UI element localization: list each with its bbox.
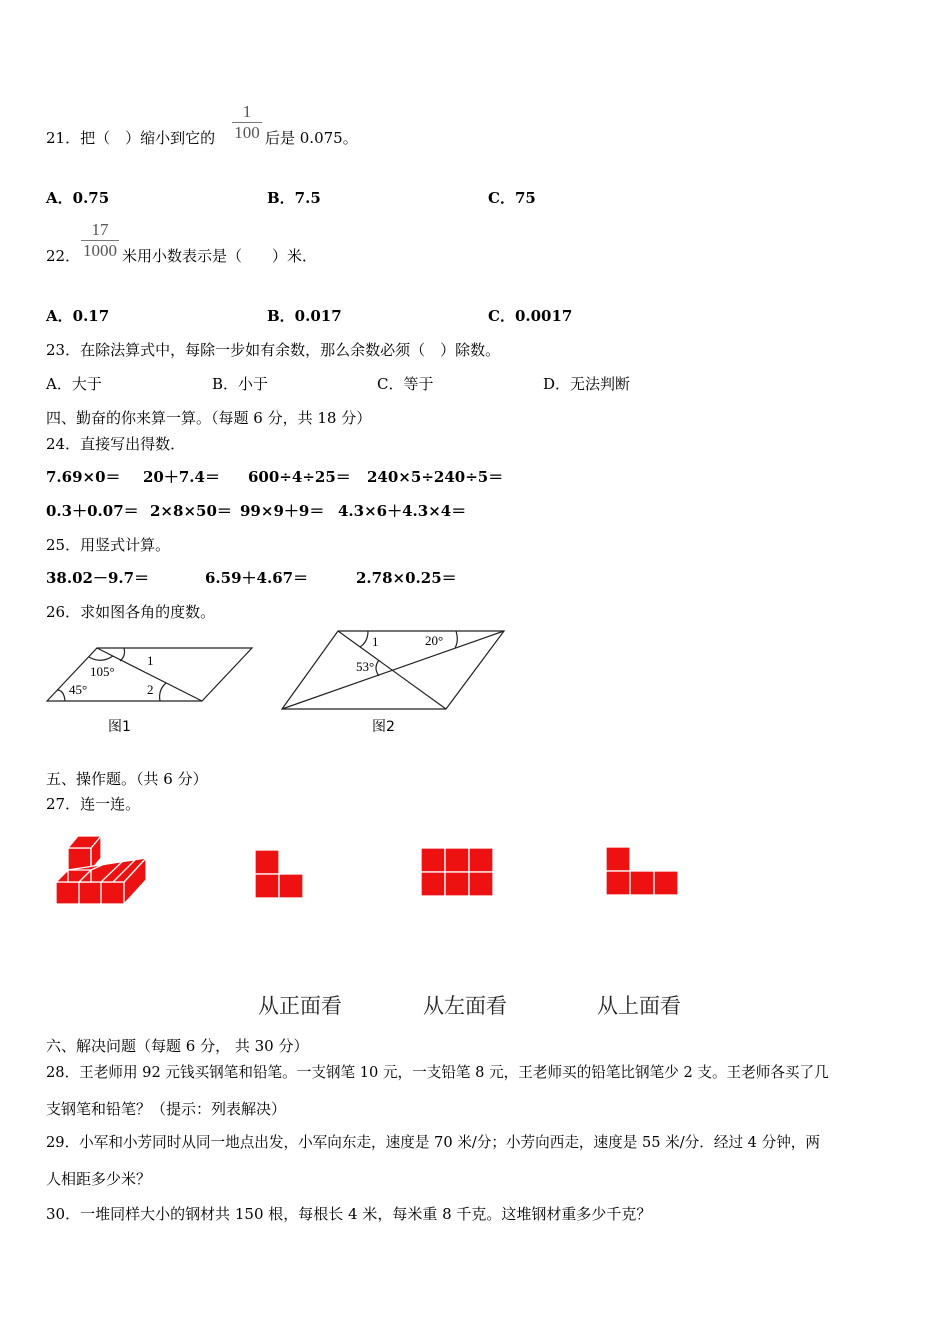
q27-solid-3d [56, 836, 146, 904]
q21-suffix: 后是 0.075。 [265, 129, 358, 147]
q24-r1-c1: 7.69×0＝ [46, 468, 121, 486]
q27-view-top: 从上面看 [597, 994, 681, 1018]
q21-option-b: B．7.5 [267, 189, 321, 207]
q24-text: 24．直接写出得数． [46, 435, 186, 453]
q26-text: 26．求如图各角的度数。 [46, 603, 216, 621]
q25-item-1: 38.02－9.7＝ [46, 569, 150, 587]
fig2-caption: 图2 [372, 719, 395, 735]
q29-line1: 29．小军和小芳同时从同一地点出发，小军向东走，速度是 70 米/分；小芳向西走，速度是 55 米/分．经过 4 分钟，两 [46, 1134, 820, 1151]
q23-text: 23．在除法算式中，每除一步如有余数，那么余数必须（ ）除数。 [46, 341, 501, 359]
q22-option-b: B．0.017 [267, 307, 342, 325]
q27-text: 27．连一连。 [46, 795, 141, 813]
q21-frac-den: 100 [234, 123, 260, 142]
q27-view-left: 从左面看 [423, 994, 507, 1018]
fig1-arc-2 [160, 683, 166, 701]
figure-2 [282, 631, 504, 709]
fig1-arc-105 [89, 656, 113, 660]
q24-r2-c3: 99×9＋9＝ [240, 502, 325, 520]
q22-suffix: 米用小数表示是（ ）米． [122, 247, 318, 265]
q23-option-d: D．无法判断 [543, 375, 631, 393]
fig1-label-1: 1 [147, 653, 154, 668]
q22-frac-num: 17 [91, 220, 109, 239]
q21-frac-num: 1 [242, 102, 252, 121]
q24-r1-c3: 600÷4÷25＝ [248, 468, 351, 486]
q30-text: 30．一堆同样大小的钢材共 150 根，每根长 4 米，每米重 8 千克。这堆钢材重多少千克？ [46, 1205, 652, 1223]
q25-item-2: 6.59＋4.67＝ [205, 569, 309, 587]
fig2-arc-1 [360, 631, 368, 647]
section6-title: 六、解决问题（每题 6 分， 共 30 分） [46, 1037, 309, 1055]
q22-option-a: A．0.17 [46, 307, 110, 325]
q24-r1-c2: 20＋7.4＝ [143, 468, 220, 486]
q27-view-c [606, 847, 678, 895]
q27-view-b [421, 848, 493, 896]
fig1-arc-1 [120, 648, 125, 661]
q29-line2: 人相距多少米？ [46, 1170, 152, 1188]
q24-r2-c2: 2×8×50＝ [150, 502, 232, 520]
q24-r2-c1: 0.3＋0.07＝ [46, 502, 139, 520]
fig2-angle-20: 20° [425, 633, 444, 648]
q27-view-a [255, 850, 303, 898]
section4-title: 四、勤奋的你来算一算。（每题 6 分，共 18 分） [46, 409, 372, 427]
q23-option-a: A．大于 [46, 375, 102, 393]
fig2-angle-53: 53° [356, 659, 375, 674]
q25-item-3: 2.78×0.25＝ [356, 569, 457, 587]
section5-title: 五、操作题。（共 6 分） [46, 770, 208, 788]
q25-text: 25．用竖式计算。 [46, 536, 171, 554]
q23-option-b: B．小于 [212, 375, 269, 393]
q22-prefix: 22． [46, 247, 81, 265]
fig2-label-1: 1 [372, 634, 379, 649]
q28-line1: 28．王老师用 92 元钱买钢笔和铅笔。一支钢笔 10 元，一支铅笔 8 元，王老师买的铅笔比钢笔少 2 支。王老师各买了几 [46, 1064, 829, 1081]
q21-option-a: A．0.75 [46, 189, 110, 207]
q28-line2: 支钢笔和铅笔？（提示：列表解决） [46, 1100, 287, 1118]
q24-r2-c4: 4.3×6＋4.3×4＝ [338, 502, 467, 520]
q21-prefix: 21．把（ ）缩小到它的 [46, 129, 216, 147]
q21-option-c: C．75 [488, 189, 536, 207]
fig1-caption: 图1 [108, 719, 131, 735]
q22-frac-den: 1000 [83, 241, 117, 260]
q23-option-c: C．等于 [377, 375, 434, 393]
q27-view-front: 从正面看 [258, 994, 342, 1018]
fig1-arc-45 [57, 690, 65, 701]
fig1-angle-45: 45° [69, 682, 88, 697]
fig1-angle-105: 105° [90, 664, 115, 679]
q24-r1-c4: 240×5÷240÷5＝ [367, 468, 504, 486]
fig1-label-2: 2 [147, 682, 154, 697]
fig2-arc-20 [455, 631, 457, 648]
fig2-arc-53 [376, 660, 379, 676]
q22-option-c: C．0.0017 [488, 307, 573, 325]
